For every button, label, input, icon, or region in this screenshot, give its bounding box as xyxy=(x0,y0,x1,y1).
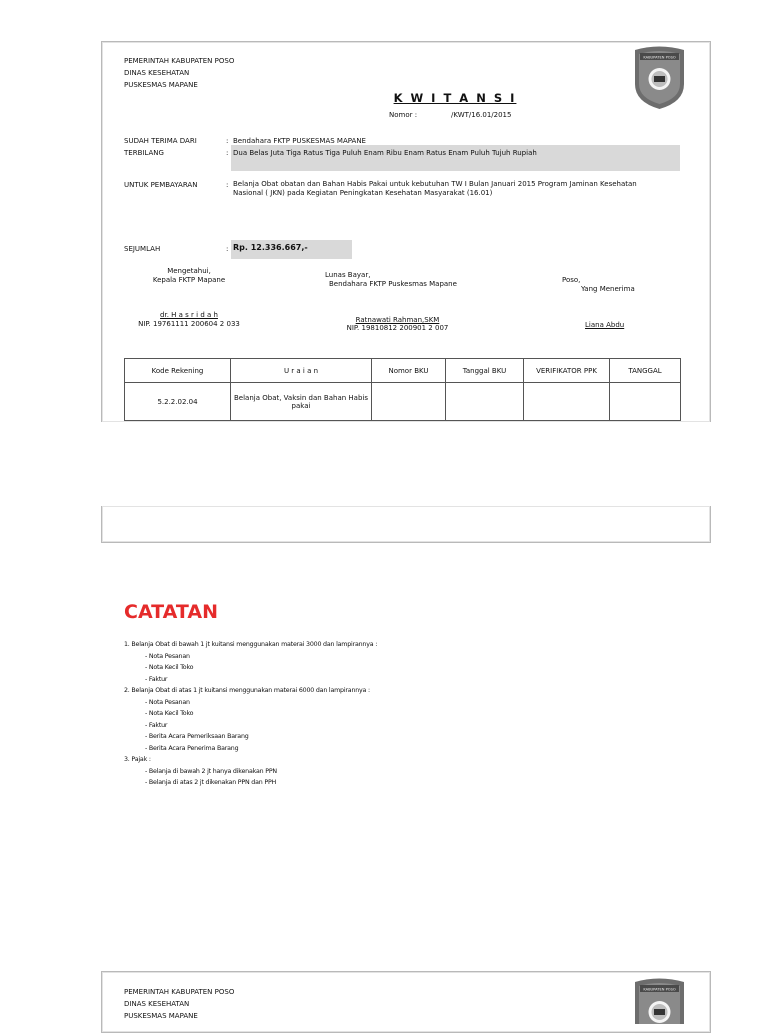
table-cell xyxy=(372,383,446,421)
logo-label: KABUPATEN POSO xyxy=(643,55,676,60)
pembayaran-value-line-2: Nasional ( JKN) pada Kegiatan Peningkatan Kesehatan Masyarakat (16.01) xyxy=(233,189,493,197)
catatan-line: - Nota Pesanan xyxy=(145,652,190,660)
bendahara-nip: NIP. 19810812 200901 2 007 xyxy=(346,324,449,332)
catatan-list xyxy=(124,639,377,789)
table-header-cell: Kode Rekening xyxy=(125,359,231,383)
header-line-1: PEMERINTAH KABUPATEN POSO xyxy=(124,57,235,65)
catatan-line: - Belanja di bawah 2 jt hanya dikenakan PPN xyxy=(145,767,277,775)
table-cell: 5.2.2.02.04 xyxy=(125,383,231,421)
header-line-2: DINAS KESEHATAN xyxy=(124,69,190,77)
letterhead-2 xyxy=(124,988,234,1021)
catatan-title: CATATAN xyxy=(124,601,218,623)
terbilang-label: TERBILANG xyxy=(124,149,164,157)
page-cut-mask xyxy=(100,422,712,502)
header-line-3: PUSKESMAS MAPANE xyxy=(124,81,198,89)
table-header-cell: TANGGAL xyxy=(610,359,681,383)
signature-bendahara xyxy=(325,271,457,289)
catatan-line: - Berita Acara Pemeriksaan Barang xyxy=(145,733,249,740)
catatan-line: 3. Pajak : xyxy=(124,756,151,763)
table-row xyxy=(125,383,681,421)
kepala-line-2: Kepala FKTP Mapane xyxy=(152,276,226,284)
kepala-nip: NIP. 19761111 200604 2 033 xyxy=(138,320,240,328)
letterhead xyxy=(124,57,234,90)
terima-label: SUDAH TERIMA DARI xyxy=(124,137,197,145)
bendahara-line-2: Bendahara FKTP Puskesmas Mapane xyxy=(329,280,457,288)
header-2-line-3: PUSKESMAS MAPANE xyxy=(124,1012,198,1020)
terima-value: Bendahara FKTP PUSKESMAS MAPANE xyxy=(233,137,366,145)
table-header-cell: VERIFIKATOR PPK xyxy=(524,359,610,383)
table-header-row xyxy=(125,359,681,383)
sejumlah-label: SEJUMLAH xyxy=(124,245,161,253)
table-header-cell: Tanggal BKU xyxy=(446,359,524,383)
pembayaran-label: UNTUK PEMBAYARAN xyxy=(124,181,198,189)
catatan-line: 1. Belanja Obat di bawah 1 jt kuitansi menggunakan materai 3000 dan lampirannya : xyxy=(124,641,378,648)
nomor-value: /KWT/16.01/2015 xyxy=(451,111,512,119)
document-title: K W I T A N S I xyxy=(393,91,517,105)
bendahara-name: Ratnawati Rahman,SKM xyxy=(355,316,440,324)
table-cell xyxy=(446,383,524,421)
catatan-line: - Faktur xyxy=(145,675,168,683)
table-cell: Belanja Obat, Vaksin dan Bahan Habis pakai xyxy=(231,383,372,421)
penerima-line-1: Poso, xyxy=(562,276,581,284)
bendahara-line-1: Lunas Bayar, xyxy=(325,271,371,279)
terbilang-value: Dua Belas Juta Tiga Ratus Tiga Puluh Enam Ribu Enam Ratus Enam Puluh Tujuh Rupiah xyxy=(233,149,537,157)
signature-penerima xyxy=(562,276,635,294)
pembayaran-colon: : xyxy=(226,181,229,189)
table-header-cell: Nomor BKU xyxy=(372,359,446,383)
catatan-line: - Nota Kecil Toko xyxy=(145,710,194,717)
terima-colon: : xyxy=(226,137,229,145)
terbilang-colon: : xyxy=(226,149,229,157)
kepala-name: dr. H a s r i d a h xyxy=(160,311,218,319)
catatan-line: 2. Belanja Obat di atas 1 jt kuitansi menggunakan materai 6000 dan lampirannya : xyxy=(124,687,370,694)
header-2-line-2: DINAS KESEHATAN xyxy=(124,1000,190,1008)
table-cell xyxy=(524,383,610,421)
catatan-line: - Faktur xyxy=(145,721,168,729)
rekening-table xyxy=(124,358,681,421)
catatan-line: - Belanja di atas 2 jt dikenakan PPN dan PPH xyxy=(145,779,277,786)
catatan-line: - Nota Pesanan xyxy=(145,698,190,706)
catatan-line: - Berita Acara Penerima Barang xyxy=(145,744,239,752)
penerima-name: Liana Abdu xyxy=(585,321,625,329)
signature-kepala xyxy=(124,267,254,285)
pembayaran-value-line-1: Belanja Obat obatan dan Bahan Habis Pakai untuk kebutuhan TW I Bulan Januari 2015 Program Jaminan Kesehatan xyxy=(233,180,637,188)
catatan-line: - Nota Kecil Toko xyxy=(145,664,194,671)
penerima-line-2: Yang Menerima xyxy=(581,285,635,293)
document-frame-1-bottom xyxy=(101,506,711,543)
nomor-label: Nomor : xyxy=(389,111,418,119)
header-2-line-1: PEMERINTAH KABUPATEN POSO xyxy=(124,988,235,996)
table-cell xyxy=(610,383,681,421)
sejumlah-colon: : xyxy=(226,245,229,253)
sejumlah-value: Rp. 12.336.667,- xyxy=(233,243,308,252)
table-header-cell: U r a i a n xyxy=(231,359,372,383)
kabupaten-poso-emblem-icon-2 xyxy=(632,976,687,1024)
logo-2-label: KABUPATEN POSO xyxy=(643,987,676,992)
kabupaten-poso-emblem-icon xyxy=(632,44,687,111)
kepala-line-1: Mengetahui, xyxy=(167,267,211,275)
